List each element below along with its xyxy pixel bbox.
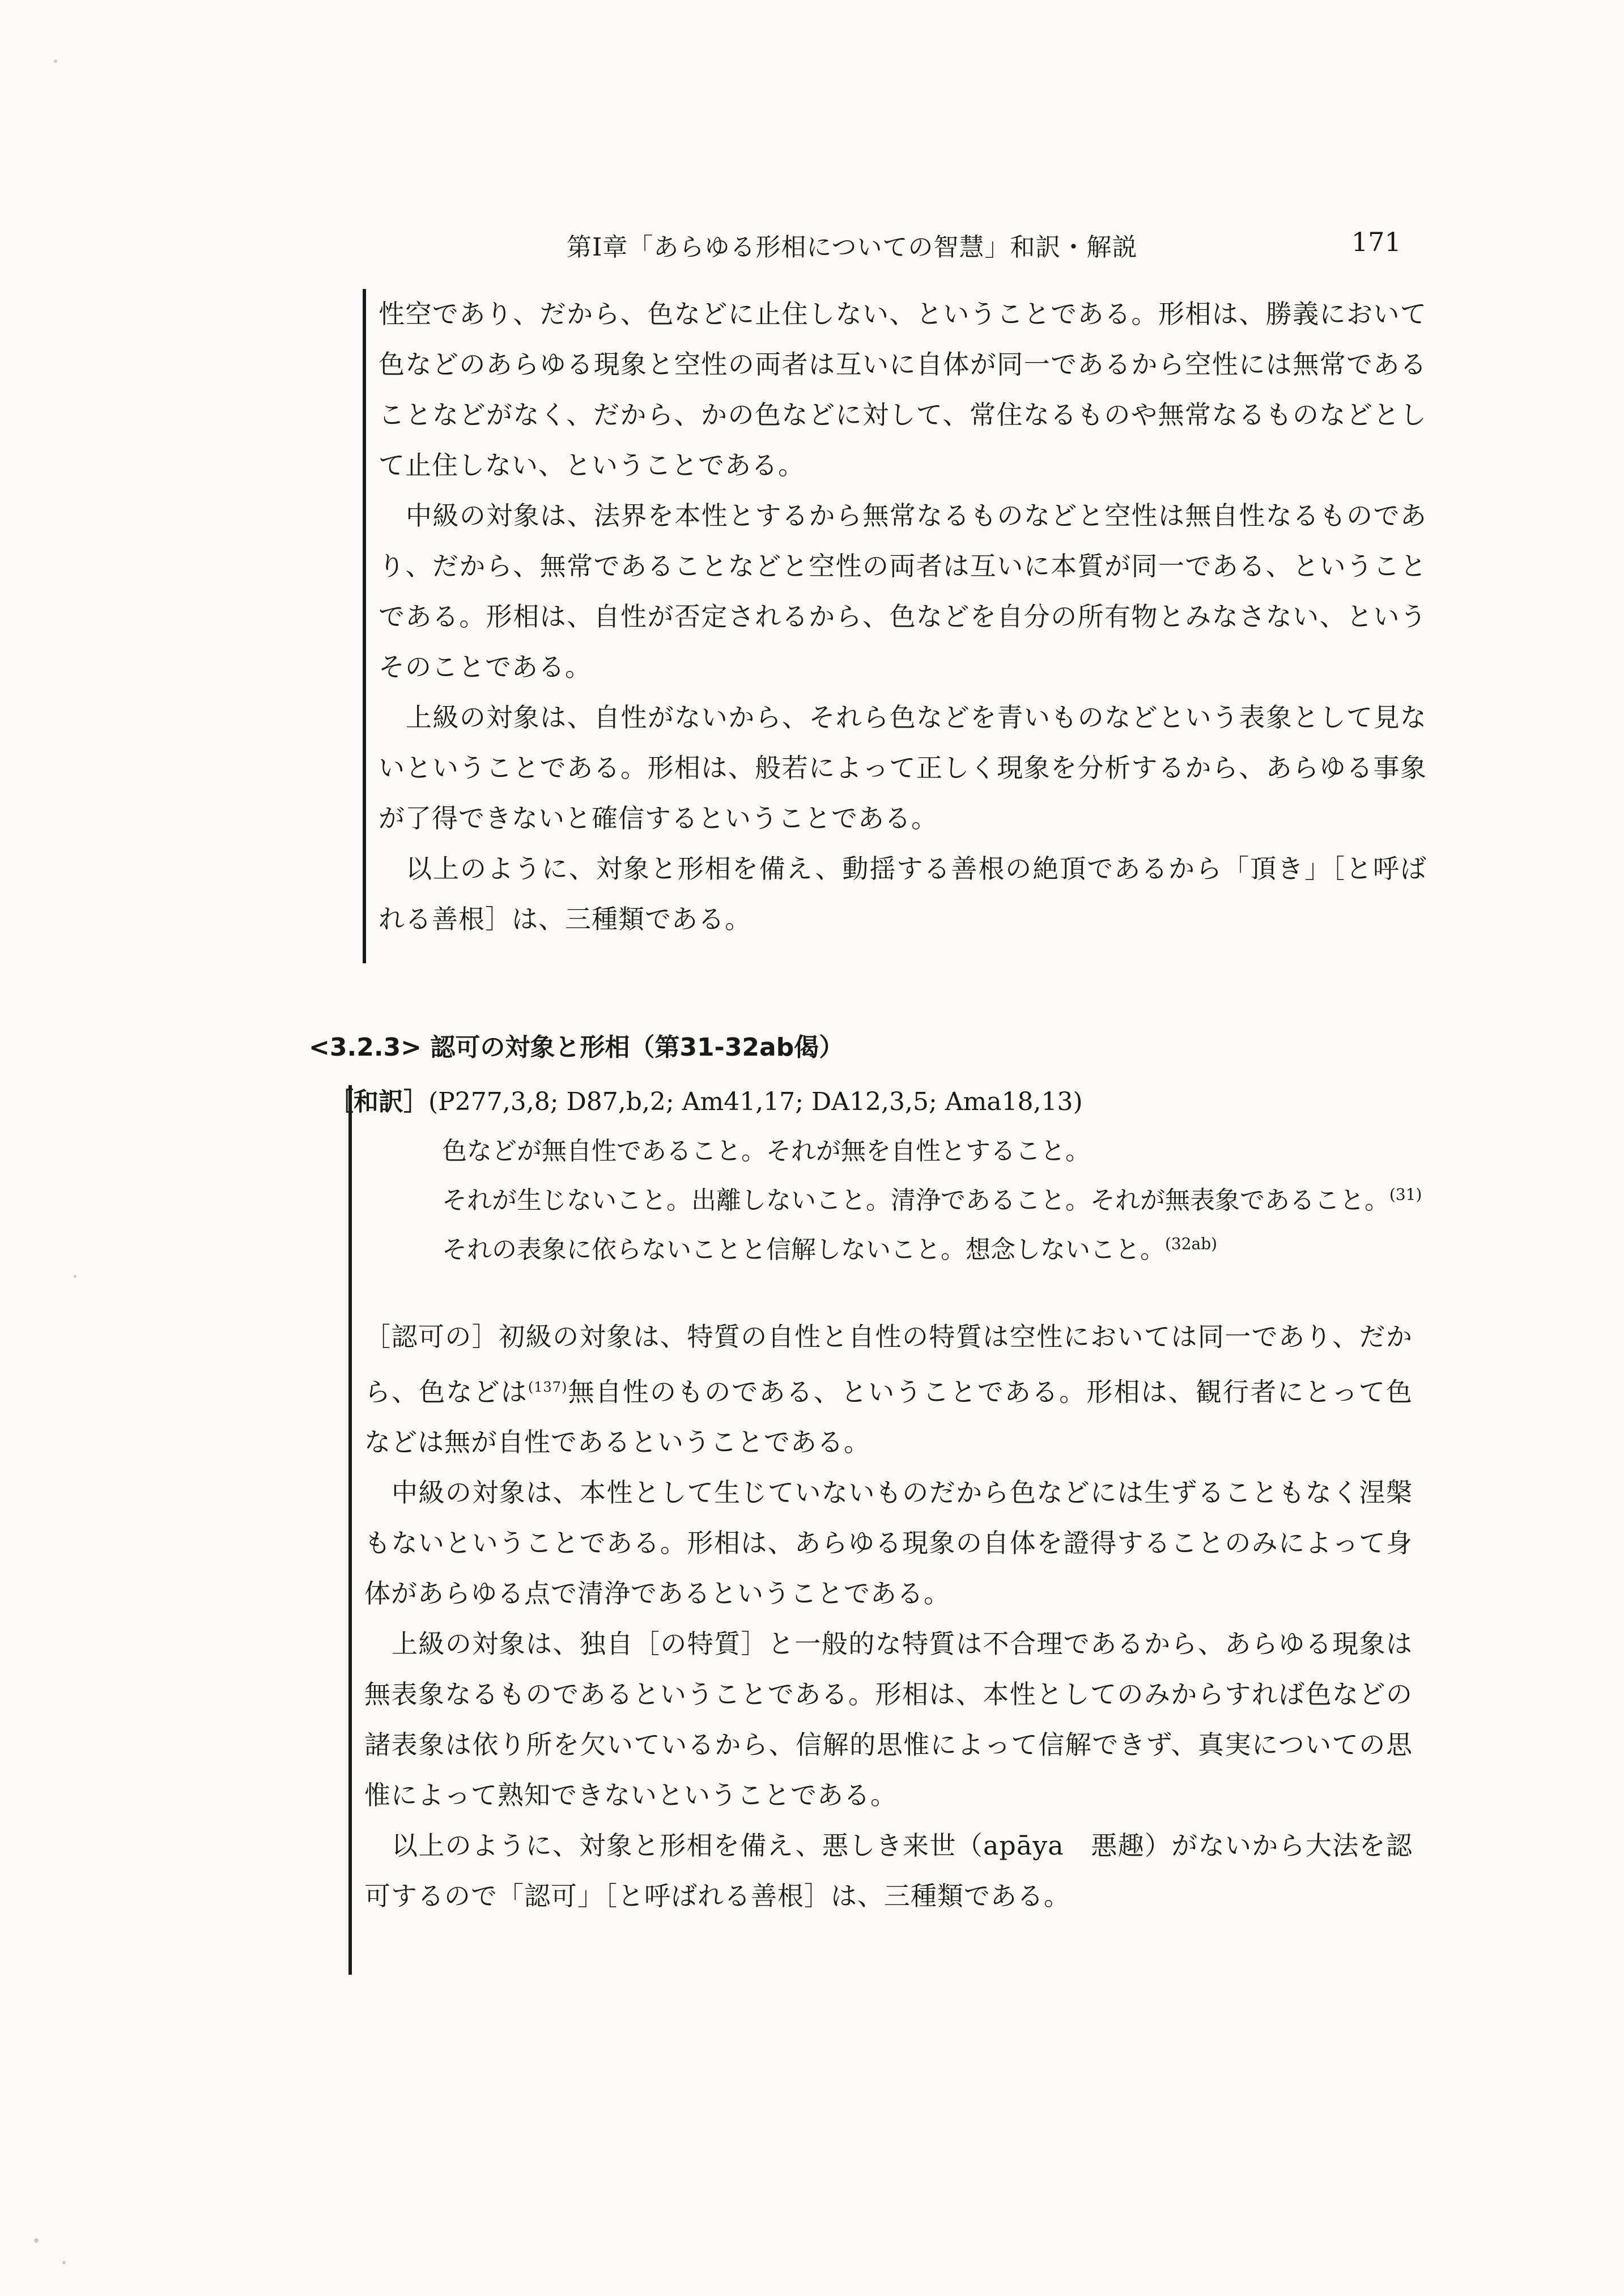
scan-speck xyxy=(62,2261,66,2264)
page-number: 171 xyxy=(1351,227,1401,257)
paragraph: 性空であり、だから、色などに止住しない、ということである。形相は、勝義において色などのあらゆる現象と空性の両者は互いに自体が同一であるから空性には無常であることなどがなく、だから、かの色などに対して、常住なるものや無常なるものなどとして止住しない、ということである。 xyxy=(379,299,1427,481)
section-heading: <3.2.3> 認可の対象と形相（第31-32ab偈） xyxy=(309,1033,844,1062)
paragraph: 中級の対象は、本性として生じていないものだから色などには生ずることもなく涅槃もないということである。形相は、あらゆる現象の自体を證得することのみによって身体があらゆる点で清浄であるということである。 xyxy=(364,1477,1413,1609)
paragraph: 上級の対象は、自性がないから、それら色などを青いものなどという表象として見ないということである。形相は、般若によって正しく現象を分析するから、あらゆる事象が了得できないと確信するということである。 xyxy=(379,702,1427,834)
running-title: 第Ⅰ章「あらゆる形相についての智慧」和訳・解説 xyxy=(567,233,1138,262)
section-bottom xyxy=(348,1085,1413,1975)
translation-refs: (P277,3,8; D87,b,2; Am41,17; DA12,3,5; Ama18,13) xyxy=(428,1087,1083,1116)
paragraph: 以上のように、対象と形相を備え、動揺する善根の絶頂であるから「頂き」［と呼ばれる善根］は、三種類である。 xyxy=(379,853,1427,934)
paragraph: 上級の対象は、独自［の特質］と一般的な特質は不合理であるから、あらゆる現象は無表象なるものであるということである。形相は、本性としてのみからすれば色などの諸表象は依り所を欠いているから、信解的思惟によって信解できず、真実についての思惟によって熟知できないということである。 xyxy=(364,1629,1413,1811)
paragraph-text: ［認可の］初級の対象は、特質の自性と自性の特質は空性においては同一であり、だから、色などは xyxy=(364,1321,1413,1408)
verse-text: 色などが無自性であること。それが無を自性とすること。 xyxy=(442,1137,1090,1166)
paragraph: 以上のように、対象と形相を備え、悪しき来世（apāya 悪趣）がないから大法を認可するので「認可」［と呼ばれる善根］は、三種類である。 xyxy=(364,1830,1413,1912)
section-top xyxy=(363,289,1427,963)
scan-speck xyxy=(34,2238,39,2243)
verse-text: それの表象に依らないことと信解しないこと。想念しないこと。 xyxy=(442,1235,1165,1264)
paragraph-text: 無自性のものである、ということである。形相は、観行者にとって色などは無が自性であるということである。 xyxy=(364,1376,1413,1458)
paragraph xyxy=(364,1312,1413,1468)
verse-number: (32ab) xyxy=(1165,1234,1218,1253)
translation-label: ［和訳］ xyxy=(329,1087,428,1116)
footnote-ref: (137) xyxy=(528,1379,568,1395)
verse-number: (31) xyxy=(1389,1185,1422,1204)
paragraph: 中級の対象は、法界を本性とするから無常なるものなどと空性は無自性なるものであり、だから、無常であることなどと空性の両者は互いに本質が同一である、ということである。形相は、自性が否定されるから、色などを自分の所有物とみなさない、というそのことである。 xyxy=(379,500,1427,682)
scan-speck xyxy=(54,59,57,63)
verse-text: それが生じないこと。出離しないこと。清浄であること。それが無表象であること。 xyxy=(442,1186,1389,1215)
scan-speck xyxy=(74,1275,76,1278)
